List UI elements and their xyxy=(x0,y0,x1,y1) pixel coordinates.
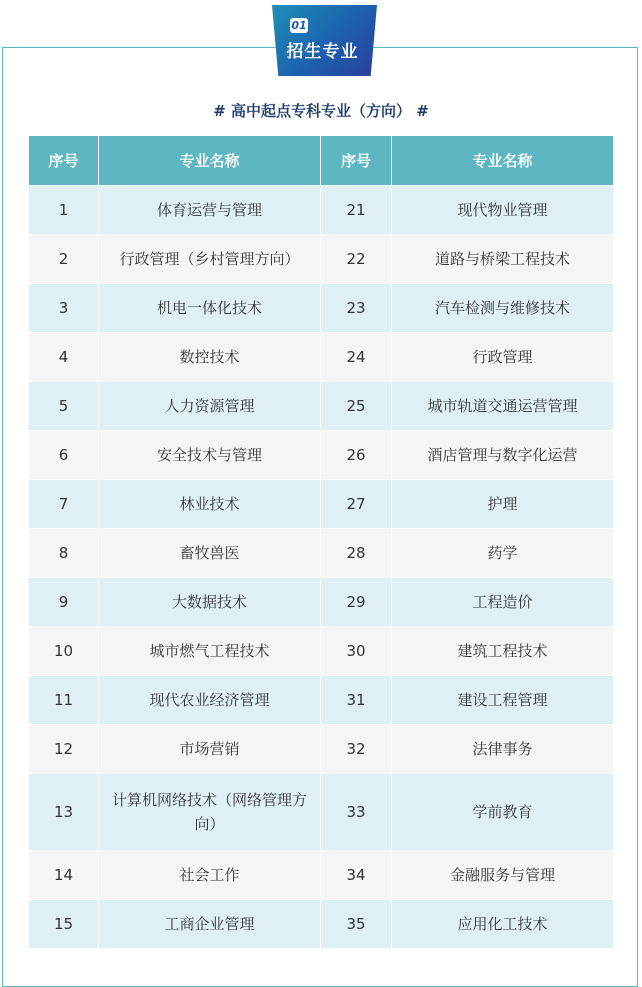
major-cell: 建设工程管理 xyxy=(392,676,614,725)
major-cell: 人力资源管理 xyxy=(99,382,321,431)
major-cell: 酒店管理与数字化运营 xyxy=(392,431,614,480)
table-header-row xyxy=(29,136,614,186)
index-cell: 27 xyxy=(321,480,392,529)
major-cell: 行政管理（乡村管理方向） xyxy=(99,235,321,284)
index-cell: 24 xyxy=(321,333,392,382)
index-cell: 4 xyxy=(29,333,99,382)
major-cell: 市场营销 xyxy=(99,725,321,774)
table-row xyxy=(29,284,614,333)
major-cell: 法律事务 xyxy=(392,725,614,774)
section-badge xyxy=(268,5,377,76)
index-cell: 7 xyxy=(29,480,99,529)
major-cell: 计算机网络技术（网络管理方向） xyxy=(99,774,321,851)
index-cell: 29 xyxy=(321,578,392,627)
index-cell: 21 xyxy=(321,186,392,235)
index-cell: 8 xyxy=(29,529,99,578)
major-cell: 数控技术 xyxy=(99,333,321,382)
index-cell: 5 xyxy=(29,382,99,431)
index-cell: 14 xyxy=(29,851,99,900)
major-cell: 现代农业经济管理 xyxy=(99,676,321,725)
index-cell: 13 xyxy=(29,774,99,851)
major-cell: 工商企业管理 xyxy=(99,900,321,949)
major-cell: 社会工作 xyxy=(99,851,321,900)
major-cell: 建筑工程技术 xyxy=(392,627,614,676)
index-cell: 32 xyxy=(321,725,392,774)
index-cell: 11 xyxy=(29,676,99,725)
major-cell: 大数据技术 xyxy=(99,578,321,627)
index-cell: 6 xyxy=(29,431,99,480)
table-row xyxy=(29,235,614,284)
table-row xyxy=(29,676,614,725)
index-cell: 2 xyxy=(29,235,99,284)
major-cell: 畜牧兽医 xyxy=(99,529,321,578)
major-cell: 汽车检测与维修技术 xyxy=(392,284,614,333)
index-cell: 10 xyxy=(29,627,99,676)
index-cell: 3 xyxy=(29,284,99,333)
table-row xyxy=(29,529,614,578)
index-cell: 9 xyxy=(29,578,99,627)
major-cell: 金融服务与管理 xyxy=(392,851,614,900)
table-row xyxy=(29,431,614,480)
table-row xyxy=(29,900,614,949)
major-cell: 安全技术与管理 xyxy=(99,431,321,480)
major-cell: 现代物业管理 xyxy=(392,186,614,235)
section-number: 01 xyxy=(291,19,307,32)
table-row xyxy=(29,186,614,235)
index-cell: 33 xyxy=(321,774,392,851)
major-cell: 工程造价 xyxy=(392,578,614,627)
header-index-left: 序号 xyxy=(29,136,99,186)
index-cell: 12 xyxy=(29,725,99,774)
table-row xyxy=(29,578,614,627)
table-row xyxy=(29,851,614,900)
table-row xyxy=(29,382,614,431)
header-major-left: 专业名称 xyxy=(99,136,321,186)
index-cell: 1 xyxy=(29,186,99,235)
table-row xyxy=(29,627,614,676)
table-subtitle: # 高中起点专科专业（方向） # xyxy=(213,102,429,120)
major-cell: 林业技术 xyxy=(99,480,321,529)
major-cell: 护理 xyxy=(392,480,614,529)
major-cell: 应用化工技术 xyxy=(392,900,614,949)
index-cell: 34 xyxy=(321,851,392,900)
major-cell: 行政管理 xyxy=(392,333,614,382)
majors-table xyxy=(28,135,614,949)
index-cell: 15 xyxy=(29,900,99,949)
index-cell: 22 xyxy=(321,235,392,284)
major-cell: 机电一体化技术 xyxy=(99,284,321,333)
section-title: 招生专业 xyxy=(286,42,359,62)
index-cell: 31 xyxy=(321,676,392,725)
major-cell: 道路与桥梁工程技术 xyxy=(392,235,614,284)
table-row xyxy=(29,774,614,851)
index-cell: 30 xyxy=(321,627,392,676)
major-cell: 体育运营与管理 xyxy=(99,186,321,235)
table-row xyxy=(29,333,614,382)
major-cell: 学前教育 xyxy=(392,774,614,851)
index-cell: 28 xyxy=(321,529,392,578)
index-cell: 35 xyxy=(321,900,392,949)
index-cell: 25 xyxy=(321,382,392,431)
header-index-right: 序号 xyxy=(321,136,392,186)
table-row xyxy=(29,480,614,529)
major-cell: 城市燃气工程技术 xyxy=(99,627,321,676)
table-row xyxy=(29,725,614,774)
index-cell: 23 xyxy=(321,284,392,333)
major-cell: 药学 xyxy=(392,529,614,578)
header-major-right: 专业名称 xyxy=(392,136,614,186)
index-cell: 26 xyxy=(321,431,392,480)
major-cell: 城市轨道交通运营管理 xyxy=(392,382,614,431)
